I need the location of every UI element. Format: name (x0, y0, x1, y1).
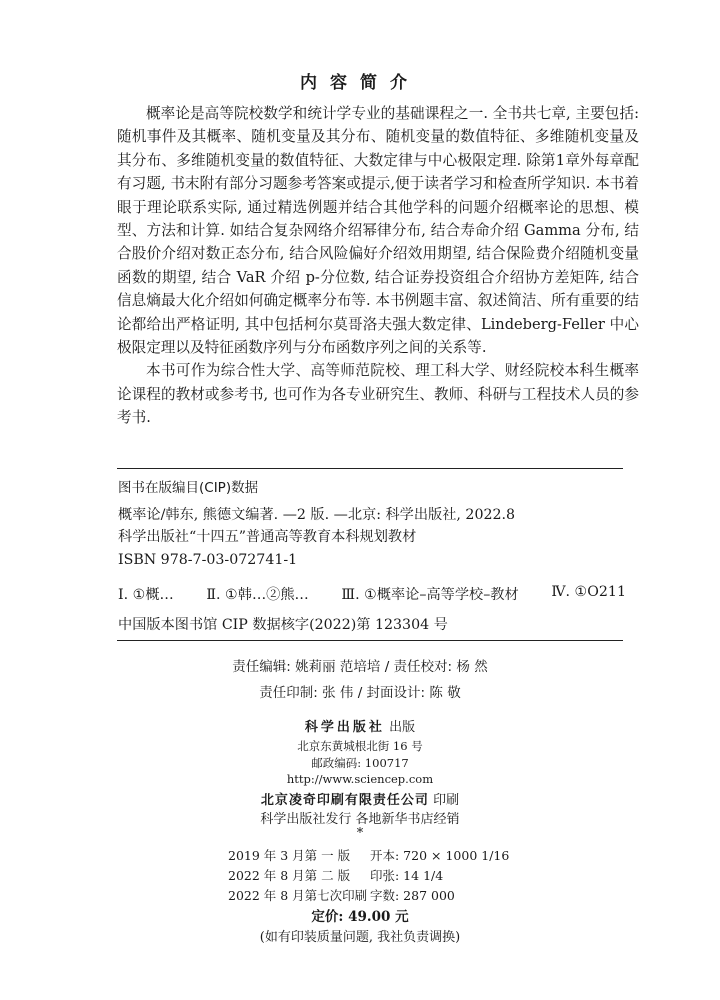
quality-notice: (如有印装质量问题, 我社负责调换) (259, 930, 461, 945)
distribution-line: 科学出版社发行 各地新华书店经销 (260, 812, 460, 827)
cip-class-4: Ⅳ. ①O211 (551, 584, 626, 600)
cip-bottom-rule (117, 640, 623, 641)
intro-text (117, 102, 639, 430)
cip-class-3: Ⅲ. ①概率论–高等学校–教材 (341, 587, 519, 603)
cip-bibliographic-line: 概率论/韩东, 熊德文编著. —2 版. —北京: 科学出版社, 2022.8 (118, 507, 516, 523)
imprint-row-3 (228, 886, 455, 904)
cip-top-rule (117, 468, 623, 469)
price: 定价: 49.00 元 (311, 909, 409, 925)
edition-2: 2022 年 8 月第 二 版 (228, 868, 351, 883)
cip-classification (118, 584, 626, 604)
cip-series-line: 科学出版社“十四五”普通高等教育本科规划教材 (118, 529, 417, 545)
cip-class-2: Ⅱ. ①韩…②熊… (206, 587, 309, 603)
imprint-row-2 (228, 866, 443, 884)
publisher-name: 科学出版社 (304, 720, 385, 735)
printer-line (0, 789, 720, 808)
publisher-postcode: 邮政编码: 100717 (311, 756, 409, 770)
printing-info: 2022 年 8 月第七次印刷 (228, 888, 368, 903)
credits-production: 责任印制: 张 伟 / 封面设计: 陈 敬 (259, 685, 461, 701)
format-info: 开本: 720 × 1000 1/16 (370, 848, 510, 863)
publisher-role: 出版 (389, 720, 416, 735)
printer-role: 印刷 (433, 793, 460, 808)
cip-class-1: Ⅰ. ①概… (118, 587, 174, 603)
intro-paragraph-2: 本书可作为综合性大学、高等师范院校、理工科大学、财经院校本科生概率论课程的教材或参考书, 也可作为各专业研究生、教师、科研与工程技术人员的参考书. (117, 362, 639, 427)
publisher-url: http://www.sciencep.com (286, 772, 434, 786)
credits-editors: 责任编辑: 姚莉丽 范培培 / 责任校对: 杨 然 (232, 659, 488, 675)
publisher-line (0, 716, 720, 735)
word-count: 字数: 287 000 (370, 888, 455, 903)
separator-star: * (356, 826, 364, 841)
cip-isbn: ISBN 978-7-03-072741-1 (118, 552, 298, 568)
edition-1: 2019 年 3 月第 一 版 (228, 848, 351, 863)
cip-record-number: 中国版本图书馆 CIP 数据核字(2022)第 123304 号 (118, 617, 448, 633)
intro-paragraph-1: 概率论是高等院校数学和统计学专业的基础课程之一. 全书共七章, 主要包括: 随机事件及其概率、随机变量及其分布、随机变量的数值特征、多维随机变量及其分布、多维随机变量的数值特征、大数定律与中心极限定理. 除第1章外每章配有习题, 书末附有部分习题参考答案或提示,便于读者学习和检查所学知识. 本书着眼于理论联系实际, 通过精选例题并结合其他学科的问题介绍概率论的思想、模型、方法和计算. 如结合复杂网络介绍幂律分布, 结合寿命介绍 Gamma 分布, 结合股价介绍对数正态分布, 结合风险偏好介绍效用期望, 结合保险费介绍随机变量函数的期望, 结合 VaR 介绍 p-分位数, 结合证券投资组合介绍协方差矩阵, 结合信息熵最大化介绍如何确定概率分布等. 本书例题丰富、叙述简洁、所有重要的结论都给出严格证明, 其中包括柯尔莫哥洛夫强大数定律、Lindeberg-Feller 中心极限定理以及特征函数序列与分布函数序列之间的关系等. (117, 105, 639, 357)
sheets-info: 印张: 14 1/4 (370, 868, 444, 883)
intro-title: 内容简介 (300, 73, 420, 93)
publisher-address: 北京东黄城根北街 16 号 (297, 739, 423, 753)
imprint-row-1 (228, 846, 509, 864)
printer-name: 北京凌奇印刷有限责任公司 (260, 793, 429, 808)
cip-heading: 图书在版编目(CIP)数据 (118, 480, 259, 496)
